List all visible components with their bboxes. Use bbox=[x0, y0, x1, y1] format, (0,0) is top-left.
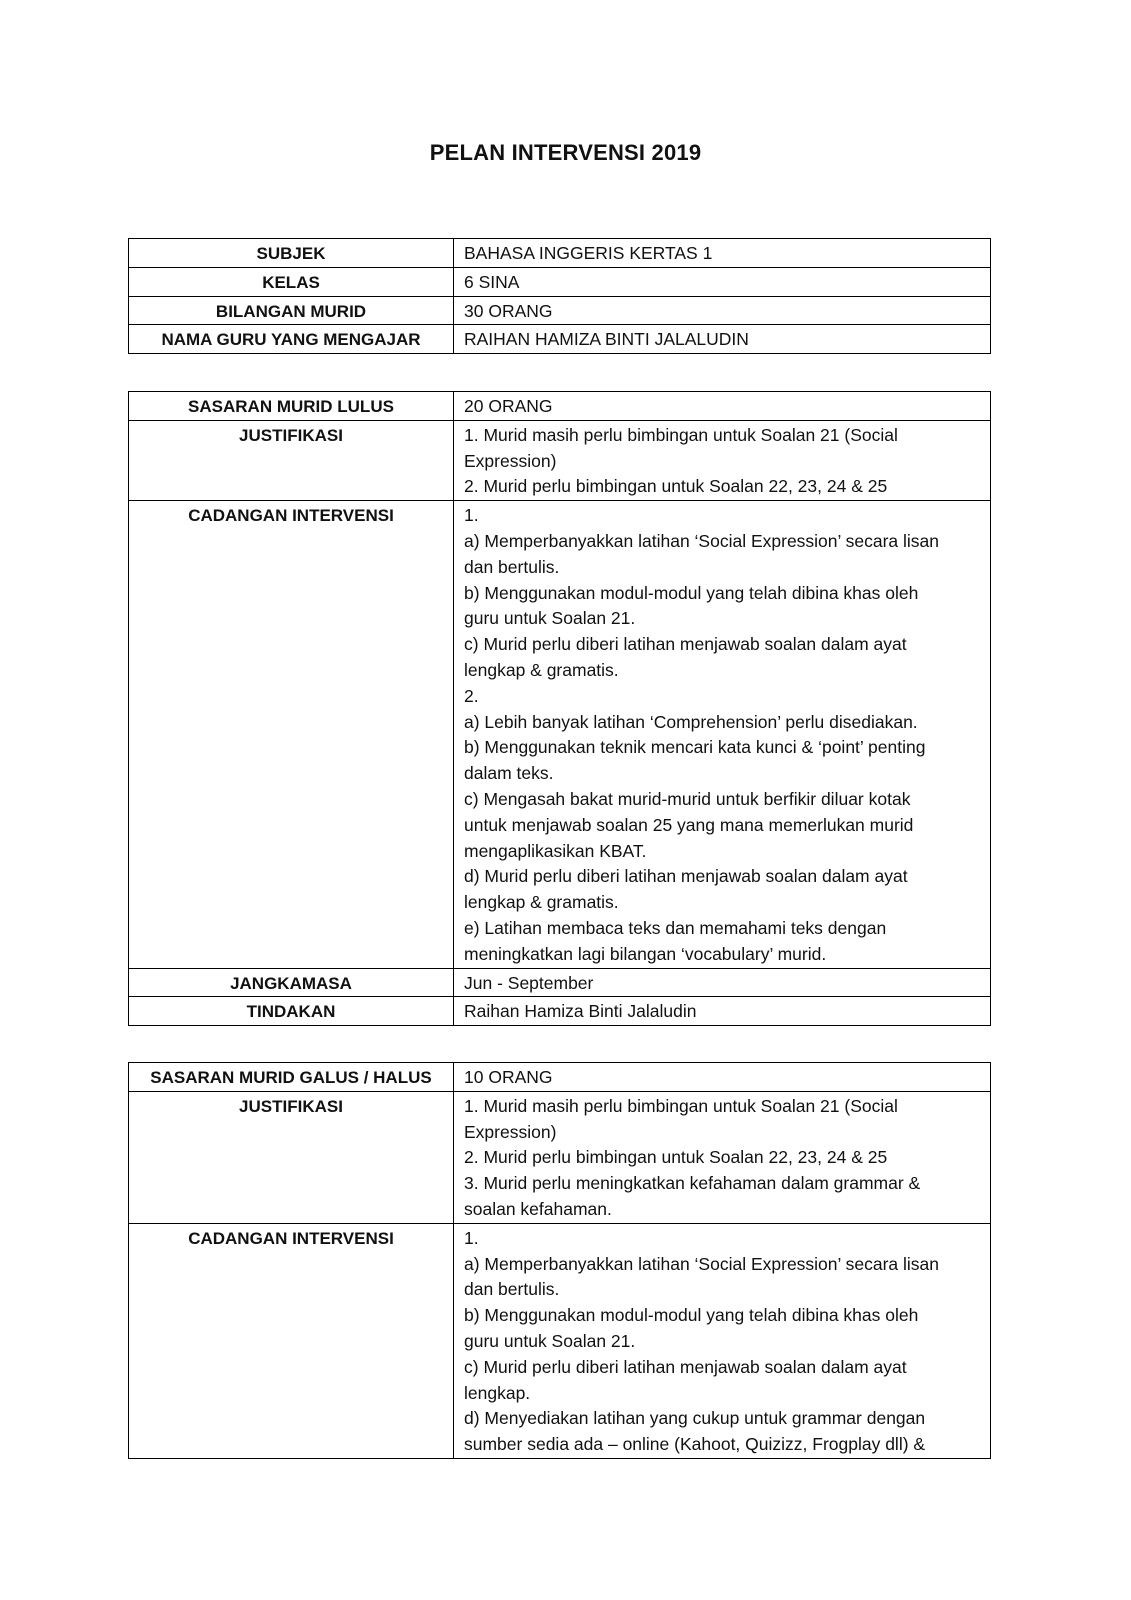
table-row bbox=[129, 420, 991, 500]
justification-line: 2. Murid perlu bimbingan untuk Soalan 22, 23, 24 & 25 bbox=[464, 476, 888, 497]
table-row bbox=[129, 296, 991, 325]
pass-target-table bbox=[128, 391, 991, 1026]
table-row bbox=[129, 1063, 991, 1092]
intervention-line: guru untuk Soalan 21. bbox=[464, 1330, 636, 1351]
intervention-line: sumber sedia ada – online (Kahoot, Quizizz, Frogplay dll) & bbox=[464, 1434, 926, 1455]
intervention-line: meningkatkan lagi bilangan ‘vocabulary’ murid. bbox=[464, 943, 827, 964]
intervention-line: c) Murid perlu diberi latihan menjawab soalan dalam ayat bbox=[464, 634, 907, 655]
intervention-line: b) Menggunakan modul-modul yang telah dibina khas oleh bbox=[464, 582, 919, 603]
teacher-value: RAIHAN HAMIZA BINTI JALALUDIN bbox=[454, 325, 991, 354]
intervention-line: c) Murid perlu diberi latihan menjawab soalan dalam ayat bbox=[464, 1356, 907, 1377]
distinction-target-table bbox=[128, 1062, 991, 1459]
justification-text bbox=[454, 1091, 991, 1223]
intervention-line: d) Menyediakan latihan yang cukup untuk grammar dengan bbox=[464, 1408, 926, 1429]
justification-line: 2. Murid perlu bimbingan untuk Soalan 22, 23, 24 & 25 bbox=[464, 1147, 888, 1168]
intervention-line: guru untuk Soalan 21. bbox=[464, 608, 636, 629]
intervention-line: b) Menggunakan modul-modul yang telah dibina khas oleh bbox=[464, 1305, 919, 1326]
intervention-line: 2. bbox=[464, 685, 479, 706]
intervention-line: 1. bbox=[464, 505, 479, 526]
pass-target-value: 20 ORANG bbox=[454, 392, 991, 421]
pass-target-label: SASARAN MURID LULUS bbox=[129, 392, 454, 421]
justification-label: JUSTIFIKASI bbox=[129, 1091, 454, 1223]
teacher-label: NAMA GURU YANG MENGAJAR bbox=[129, 325, 454, 354]
class-label: KELAS bbox=[129, 267, 454, 296]
duration-label: JANGKAMASA bbox=[129, 968, 454, 997]
intervention-line: a) Lebih banyak latihan ‘Comprehension’ perlu disediakan. bbox=[464, 711, 918, 732]
intervention-line: e) Latihan membaca teks dan memahami teks dengan bbox=[464, 917, 887, 938]
intervention-line: dalam teks. bbox=[464, 763, 554, 784]
subject-label: SUBJEK bbox=[129, 239, 454, 268]
table-row bbox=[129, 392, 991, 421]
info-table bbox=[128, 238, 991, 354]
intervention-line: lengkap & gramatis. bbox=[464, 659, 619, 680]
intervention-line: lengkap & gramatis. bbox=[464, 892, 619, 913]
intervention-line: a) Memperbanyakkan latihan ‘Social Expression’ secara lisan bbox=[464, 1253, 940, 1274]
justification-text bbox=[454, 420, 991, 500]
justification-line: Expression) bbox=[464, 1121, 557, 1142]
action-value: Raihan Hamiza Binti Jalaludin bbox=[454, 997, 991, 1026]
intervention-line: d) Murid perlu diberi latihan menjawab soalan dalam ayat bbox=[464, 866, 908, 887]
document-title: PELAN INTERVENSI 2019 bbox=[429, 140, 702, 165]
intervention-line: dan bertulis. bbox=[464, 1279, 560, 1300]
intervention-line: c) Mengasah bakat murid-murid untuk berfikir diluar kotak bbox=[464, 788, 911, 809]
student-count-value: 30 ORANG bbox=[454, 296, 991, 325]
table-row bbox=[129, 1223, 991, 1458]
distinction-target-value: 10 ORANG bbox=[454, 1063, 991, 1092]
table-row bbox=[129, 267, 991, 296]
table-row bbox=[129, 1091, 991, 1223]
intervention-line: a) Memperbanyakkan latihan ‘Social Expression’ secara lisan bbox=[464, 530, 940, 551]
intervention-line: dan bertulis. bbox=[464, 556, 560, 577]
intervention-line: untuk menjawab soalan 25 yang mana memerlukan murid bbox=[464, 814, 914, 835]
class-value: 6 SINA bbox=[454, 267, 991, 296]
table-row bbox=[129, 501, 991, 968]
intervention-label: CADANGAN INTERVENSI bbox=[129, 1223, 454, 1458]
subject-value: BAHASA INGGERIS KERTAS 1 bbox=[454, 239, 991, 268]
justification-label: JUSTIFIKASI bbox=[129, 420, 454, 500]
justification-line: 3. Murid perlu meningkatkan kefahaman dalam grammar & bbox=[464, 1173, 921, 1194]
table-row bbox=[129, 325, 991, 354]
justification-line: Expression) bbox=[464, 450, 557, 471]
student-count-label: BILANGAN MURID bbox=[129, 296, 454, 325]
intervention-line: lengkap. bbox=[464, 1382, 531, 1403]
table-row bbox=[129, 239, 991, 268]
intervention-line: mengaplikasikan KBAT. bbox=[464, 840, 647, 861]
table-row bbox=[129, 968, 991, 997]
justification-line: 1. Murid masih perlu bimbingan untuk Soalan 21 (Social bbox=[464, 1095, 898, 1116]
justification-line: 1. Murid masih perlu bimbingan untuk Soalan 21 (Social bbox=[464, 424, 898, 445]
justification-line: soalan kefahaman. bbox=[464, 1198, 612, 1219]
intervention-line: b) Menggunakan teknik mencari kata kunci & ‘point’ penting bbox=[464, 737, 926, 758]
intervention-line: 1. bbox=[464, 1227, 479, 1248]
intervention-text bbox=[454, 1223, 991, 1458]
table-row bbox=[129, 997, 991, 1026]
action-label: TINDAKAN bbox=[129, 997, 454, 1026]
intervention-text bbox=[454, 501, 991, 968]
distinction-target-label: SASARAN MURID GALUS / HALUS bbox=[129, 1063, 454, 1092]
intervention-label: CADANGAN INTERVENSI bbox=[129, 501, 454, 968]
duration-value: Jun - September bbox=[454, 968, 991, 997]
